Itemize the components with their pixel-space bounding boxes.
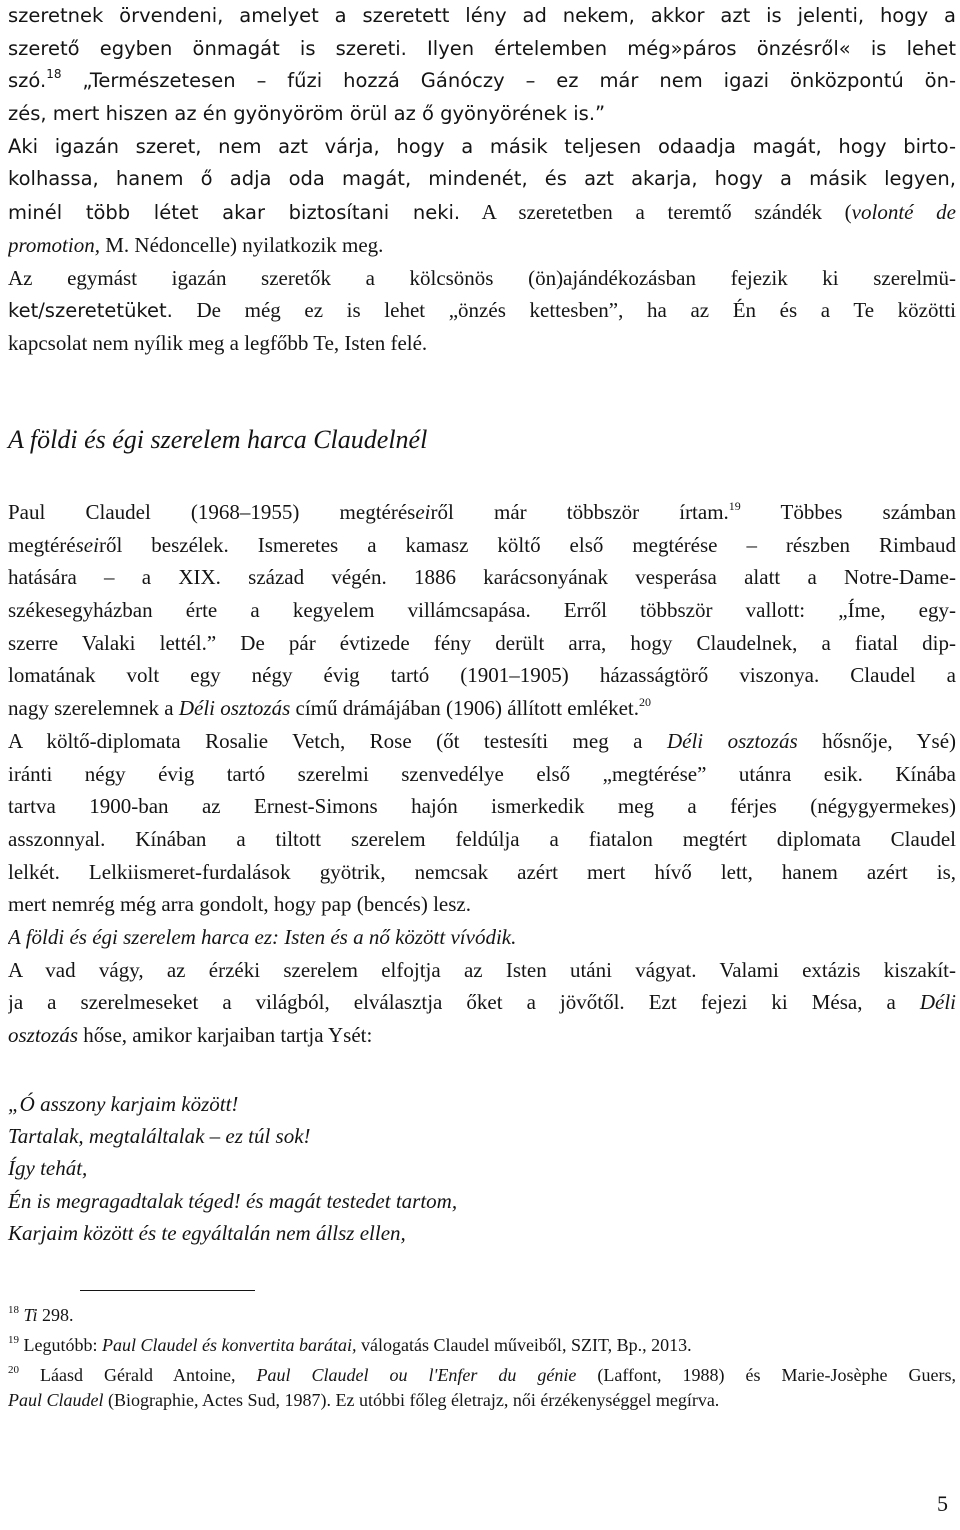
- text-run: „Természetesen – fűzi hozzá Gánóczy – ez már nem igazi önközpontú ön-: [61, 69, 956, 93]
- text-run: (Laffont, 1988) és Marie-Josèphe Guers,: [576, 1365, 956, 1385]
- text-line: asszonnyal. Kínában a tiltott szerelem feldúlja a fiatalon megtért diplomata Claudel: [8, 826, 956, 851]
- text-run: hősnője, Ysé): [797, 728, 956, 753]
- text-run: A szeretetben a teremtő szándék (: [460, 200, 852, 225]
- italic-run: osztozás: [8, 1023, 79, 1047]
- text-line: [8, 529, 956, 562]
- text-line: [8, 1019, 956, 1052]
- text-run: De még ez is lehet „önzés kettesben”, ha az Én és a Te közötti: [172, 298, 956, 323]
- text-line: hatására – a XIX. század végén. 1886 karácsonyának vesperása alatt a Notre-Dame-: [8, 565, 956, 590]
- italic-run: volonté de: [851, 200, 956, 225]
- footnote-ref-18: 18: [46, 67, 62, 82]
- italic-run: Paul Claudel és konvertita barátai,: [102, 1335, 357, 1355]
- text-line: lomatának volt egy négy évig tartó (1901–1905) házasságtörő viszonya. Claudel a: [8, 663, 956, 688]
- footnote-ref-20: 20: [639, 695, 651, 710]
- footnote-number: 19: [8, 1334, 19, 1346]
- footnote-20: [8, 1363, 956, 1413]
- poem-line: Így tehát,: [8, 1156, 88, 1181]
- poem-line: Én is megragadtalak téged! és magát testedet tartom,: [8, 1188, 458, 1213]
- text-run: A költő-diplomata Rosalie Vetch, Rose (őt testesíti meg a: [8, 728, 667, 753]
- text-run: Láasd Gérald Antoine,: [19, 1365, 257, 1385]
- text-line: [8, 725, 956, 758]
- text-line: [8, 196, 956, 229]
- text-line: mert nemrég még arra gondolt, hogy pap (bencés) lesz.: [8, 892, 471, 917]
- text-run: ket/szeretetüket.: [8, 299, 173, 323]
- text-run: című drámájában (1906) állított emléket.: [290, 696, 639, 721]
- text-line: lelkét. Lelkiismeret-furdalások gyötrik, nemcsak azért mert hívő lett, hanem azért is,: [8, 859, 956, 884]
- text-run: (Biographie, Actes Sud, 1987). Ez utóbbi főleg életrajz, női érzékenységgel megírva.: [103, 1390, 720, 1410]
- text-run: ről már többször írtam.: [430, 500, 729, 524]
- footnote-ref-19: 19: [728, 499, 741, 513]
- text-line: Aki igazán szeret, nem azt várja, hogy a másik teljesen odaadja magát, hogy birto-: [8, 134, 956, 158]
- text-line: [8, 1388, 956, 1413]
- text-line: [8, 986, 956, 1019]
- text-run: ja a szerelmeseket a világból, elválasztja őket a jövőtől. Ezt fejezi ki Mésa, a: [8, 990, 920, 1015]
- text-run: ről beszélek. Ismeretes a kamasz költő első megtérése – részben Rimbaud: [98, 532, 956, 557]
- text-run: Paul Claudel (1968–1955) megtérés: [8, 500, 416, 524]
- italic-run: Ti: [23, 1305, 38, 1325]
- italic-run: ei: [415, 500, 431, 524]
- text-line: [8, 65, 956, 98]
- italic-run: sei: [75, 532, 99, 557]
- footnote-number: 18: [8, 1304, 19, 1316]
- poem-line: Karjaim között és te egyáltalán nem állsz ellen,: [8, 1220, 406, 1245]
- text-run: Legutóbb:: [19, 1335, 102, 1355]
- italic-run: promotion,: [8, 232, 100, 257]
- text-line: székesegyházban érte a kegyelem villámcsapása. Erről többször vallott: „Íme, egy-: [8, 598, 956, 623]
- text-line: tartva 1900-ban az Ernest-Simons hajón ismerkedik meg a férjes (négygyermekes): [8, 794, 956, 819]
- italic-run: Paul Claudel: [8, 1390, 104, 1410]
- section-paragraph: [8, 496, 956, 1052]
- poem-block: [8, 1088, 457, 1249]
- text-line: iránti négy évig tartó szerelmi szenvedélye első „megtérése” utánra esik. Kínába: [8, 761, 956, 786]
- footnote-19: [8, 1333, 956, 1358]
- text-line: [8, 229, 956, 262]
- text-run: válogatás Claudel műveiből, SZIT, Bp., 2013.: [356, 1335, 692, 1355]
- italic-line: A földi és égi szerelem harca ez: Isten és a nő között vívódik.: [8, 924, 517, 949]
- text-line: szerre Valaki lettél.” De pár évtizede fény derült arra, hogy Claudelnek, a fiatal dip-: [8, 630, 956, 655]
- text-line: Az egymást igazán szeretők a kölcsönös (ön)ajándékozásban fejezik ki szerelmü-: [8, 265, 956, 290]
- text-run: szó.: [8, 69, 47, 93]
- text-line: szerető egyben önmagát is szereti. Ilyen értelemben még»páros önzésről« is lehet: [8, 36, 956, 60]
- footnote-18: [8, 1303, 956, 1328]
- text-line: [8, 692, 956, 725]
- italic-run: Paul Claudel ou l'Enfer du génie: [256, 1365, 577, 1385]
- text-line: kolhassa, hanem ő adja oda magát, mindenét, és azt akarja, hogy a másik legyen,: [8, 167, 956, 191]
- text-run: 298.: [37, 1305, 74, 1325]
- text-run: nagy szerelemnek a: [8, 696, 179, 721]
- text-line: kapcsolat nem nyílik meg a legfőbb Te, Isten felé.: [8, 330, 428, 355]
- page-number: 5: [937, 1491, 948, 1516]
- text-run: minél több létet akar biztosítani neki.: [8, 201, 461, 225]
- footnote-separator: [80, 1290, 255, 1291]
- italic-run: Déli: [919, 990, 956, 1015]
- text-run: M. Nédoncelle) nyilatkozik meg.: [99, 232, 384, 257]
- italic-run: Déli osztozás: [666, 728, 798, 753]
- text-line: [8, 1363, 956, 1388]
- text-line: [8, 294, 956, 327]
- text-line: [8, 496, 956, 529]
- text-line: A vad vágy, az érzéki szerelem elfojtja az Isten utáni vágyat. Valami extázis kiszakít-: [8, 957, 956, 982]
- section-heading: A földi és égi szerelem harca Claudelnél: [8, 425, 428, 454]
- text-run: megtéré: [8, 532, 76, 557]
- text-run: Többes számban: [740, 500, 956, 524]
- intro-paragraph: [8, 0, 956, 360]
- poem-line: Tartalak, megtaláltalak – ez túl sok!: [8, 1124, 311, 1149]
- text-line: szeretnek örvendeni, amelyet a szeretett lény ad nekem, akkor azt is jelenti, hogy a: [8, 4, 956, 27]
- text-line: zés, mert hiszen az én gyönyöröm örül az ő gyönyörének is.”: [8, 102, 606, 126]
- footnote-number: 20: [8, 1364, 19, 1376]
- text-run: hőse, amikor karjaiban tartja Ysét:: [78, 1023, 373, 1047]
- poem-line: „Ó asszony karjaim között!: [8, 1092, 239, 1116]
- italic-run: Déli osztozás: [178, 696, 291, 721]
